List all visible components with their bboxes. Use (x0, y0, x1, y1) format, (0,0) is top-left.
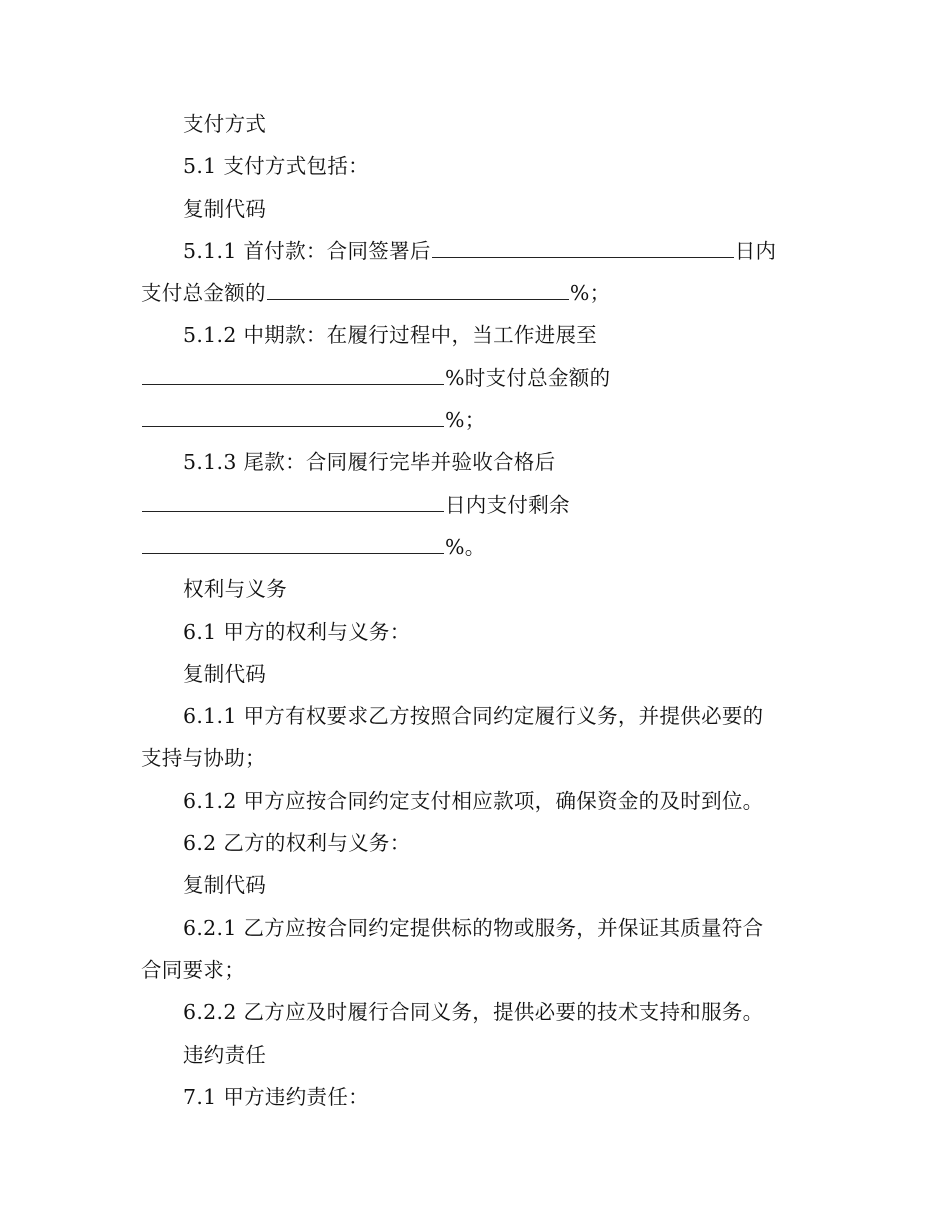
clause-5-1-3-cont2-suffix: %。 (445, 534, 486, 559)
clause-5-1-3-cont-suffix: 日内支付剩余 (445, 492, 570, 517)
clause-5-1-2-cont2-suffix: %； (445, 408, 486, 433)
section-heading-breach: 违约责任 (183, 1042, 267, 1067)
clause-5-1-1-suffix: 日内 (734, 238, 777, 263)
fill-blank-interim-percent[interactable] (142, 407, 444, 427)
fill-blank-percent[interactable] (267, 280, 569, 300)
clause-5-1-3: 5.1.3 尾款：合同履行完毕并验收合格后 (183, 450, 556, 475)
clause-5-1-1-cont-suffix: %； (569, 281, 611, 306)
section-heading-rights: 权利与义务 (183, 577, 287, 602)
fill-blank-final-days[interactable] (142, 492, 444, 512)
document-body (141, 103, 801, 1118)
clause-5-1-2-cont2 (141, 399, 801, 441)
clause-5-1-1-text: 5.1.1 首付款：合同签署后 (183, 238, 431, 263)
fill-blank-progress-percent[interactable] (142, 365, 444, 385)
fill-blank-days[interactable] (432, 238, 734, 258)
clause-6-2: 6.2 乙方的权利与义务： (183, 831, 411, 856)
clause-5-1-1 (141, 230, 801, 272)
copy-code-label: 复制代码 (183, 196, 267, 221)
clause-6-2-1-cont: 合同要求； (141, 957, 245, 982)
clause-5-1-3-cont2 (141, 526, 801, 568)
copy-code-label: 复制代码 (183, 661, 267, 686)
clause-5-1: 5.1 支付方式包括： (183, 154, 369, 179)
clause-6-1: 6.1 甲方的权利与义务： (183, 619, 411, 644)
fill-blank-final-percent[interactable] (142, 534, 444, 554)
clause-5-1-2-cont-suffix: %时支付总金额的 (445, 365, 611, 390)
clause-6-1-1: 6.1.1 甲方有权要求乙方按照合同约定履行义务，并提供必要的 (183, 704, 764, 729)
clause-6-2-2: 6.2.2 乙方应及时履行合同义务，提供必要的技术支持和服务。 (183, 1000, 764, 1025)
clause-5-1-2: 5.1.2 中期款：在履行过程中，当工作进展至 (183, 323, 598, 348)
clause-7-1: 7.1 甲方违约责任： (183, 1084, 369, 1109)
clause-5-1-3-cont (141, 484, 801, 526)
copy-code-label: 复制代码 (183, 873, 267, 898)
clause-5-1-2-cont (141, 357, 801, 399)
clause-6-1-2: 6.1.2 甲方应按合同约定支付相应款项，确保资金的及时到位。 (183, 788, 764, 813)
clause-6-2-1: 6.2.1 乙方应按合同约定提供标的物或服务，并保证其质量符合 (183, 915, 764, 940)
clause-5-1-1-cont (141, 272, 801, 314)
clause-5-1-1-cont-text: 支付总金额的 (141, 281, 266, 306)
clause-6-1-1-cont: 支持与协助； (141, 746, 266, 771)
section-heading-payment: 支付方式 (183, 112, 267, 136)
